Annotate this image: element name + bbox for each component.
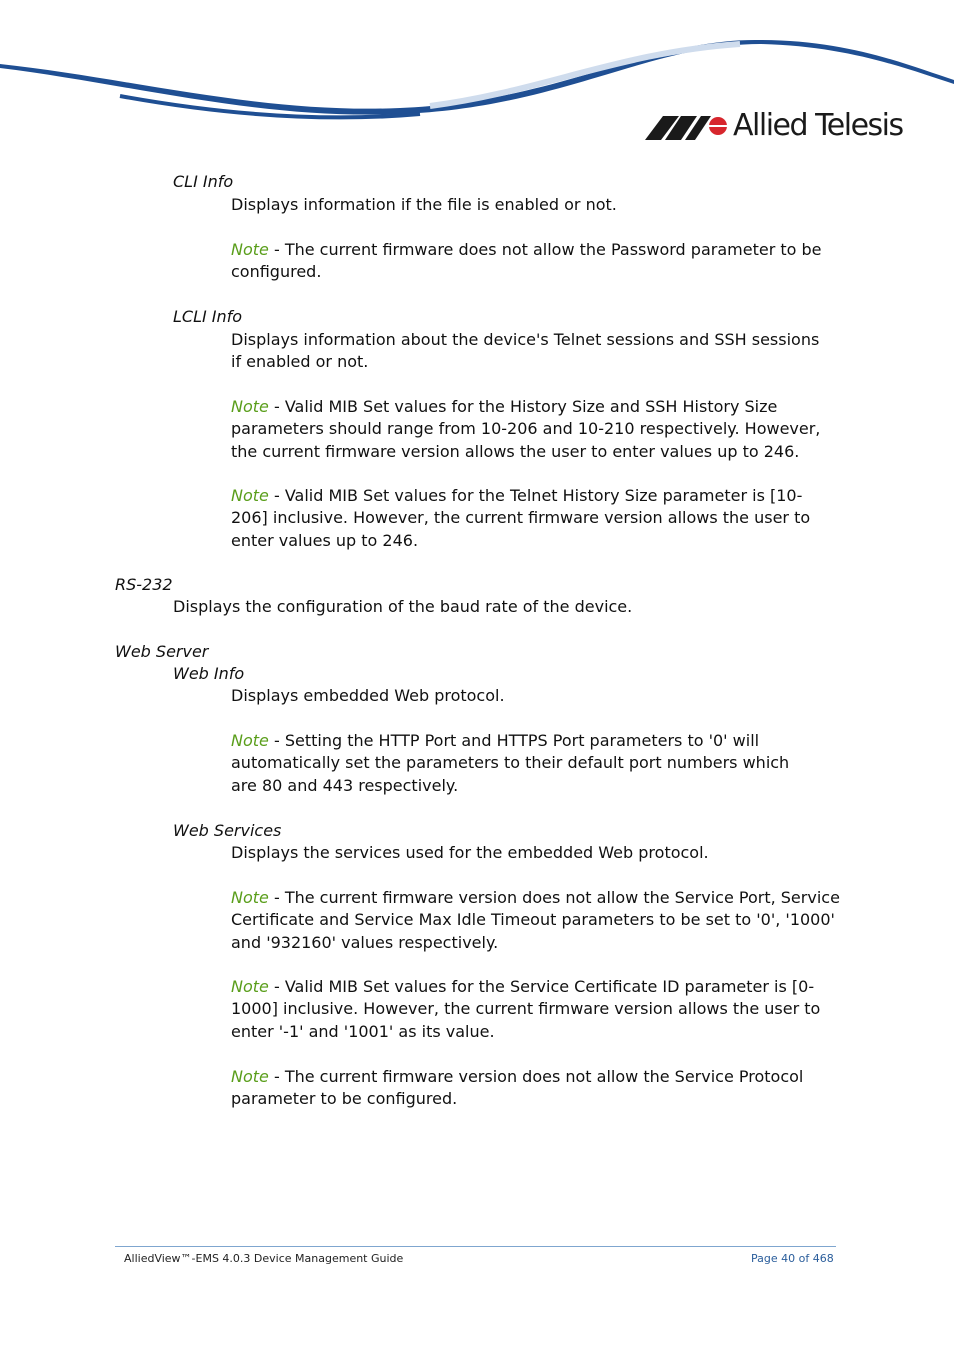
note-label: Note: [231, 731, 269, 750]
footer-page-number: Page 40 of 468: [751, 1252, 834, 1265]
note-text: - Valid MIB Set values for the Service Certificate ID parameter is [0-1000] inclusive. However, the current firmware version allows the user to enter '-1' and '1001' as its value.: [231, 977, 821, 1041]
note-text: - The current firmware version does not allow the Service Port, Service Certificate and Service Max Idle Timeout parameters to be set to '0', '1000' and '932160' values respectively.: [231, 888, 840, 952]
note-text: - The current firmware version does not allow the Service Protocol parameter to be configured.: [231, 1067, 804, 1109]
note-text: - The current firmware does not allow the Password parameter to be configured.: [231, 240, 822, 282]
lcli-info-heading: LCLI Info: [173, 307, 243, 326]
lcli-info-description: Displays information about the device's Telnet sessions and SSH sessions if enabled or not.: [231, 330, 820, 372]
note-label: Note: [231, 397, 269, 416]
footer-divider: [115, 1246, 836, 1247]
note-label: Note: [231, 486, 269, 505]
logo-text: Allied Telesis: [733, 108, 903, 143]
allied-telesis-logo: [645, 110, 905, 146]
note-label: Note: [231, 240, 269, 259]
footer-document-title: AlliedView™-EMS 4.0.3 Device Management Guide: [124, 1252, 404, 1265]
note-label: Note: [231, 1067, 269, 1086]
web-services-heading: Web Services: [173, 821, 282, 840]
web-services-description: Displays the services used for the embedded Web protocol.: [231, 843, 709, 862]
note-label: Note: [231, 977, 269, 996]
note-text: - Valid MIB Set values for the Telnet History Size parameter is [10-206] inclusive. However, the current firmware version allows the user to enter values up to 246.: [231, 486, 811, 550]
web-services-note-2: [231, 976, 836, 1043]
note-text: - Setting the HTTP Port and HTTPS Port parameters to '0' will automatically set the parameters to their default port numbers which are 80 and 443 respectively.: [231, 731, 790, 795]
cli-info-description: Displays information if the file is enabled or not.: [231, 195, 617, 214]
web-info-heading: Web Info: [173, 664, 245, 683]
allied-telesis-logo-mark-icon: [645, 114, 729, 140]
web-info-note: [231, 730, 791, 797]
rs232-heading: RS-232: [115, 575, 173, 594]
web-services-note-3: [231, 1066, 831, 1111]
cli-info-note: [231, 239, 831, 284]
note-text: - Valid MIB Set values for the History Size and SSH History Size parameters should range from 10-206 and 10-210 respectively. However, the current firmware version allows the user to enter values up to 246.: [231, 397, 821, 461]
web-info-description: Displays embedded Web protocol.: [231, 686, 505, 705]
note-label: Note: [231, 888, 269, 907]
lcli-info-note-2: [231, 485, 836, 552]
cli-info-heading: CLI Info: [173, 172, 234, 191]
web-services-note-1: [231, 887, 841, 954]
web-server-heading: Web Server: [115, 642, 209, 661]
rs232-description: Displays the configuration of the baud rate of the device.: [173, 597, 633, 616]
lcli-info-note-1: [231, 396, 841, 463]
